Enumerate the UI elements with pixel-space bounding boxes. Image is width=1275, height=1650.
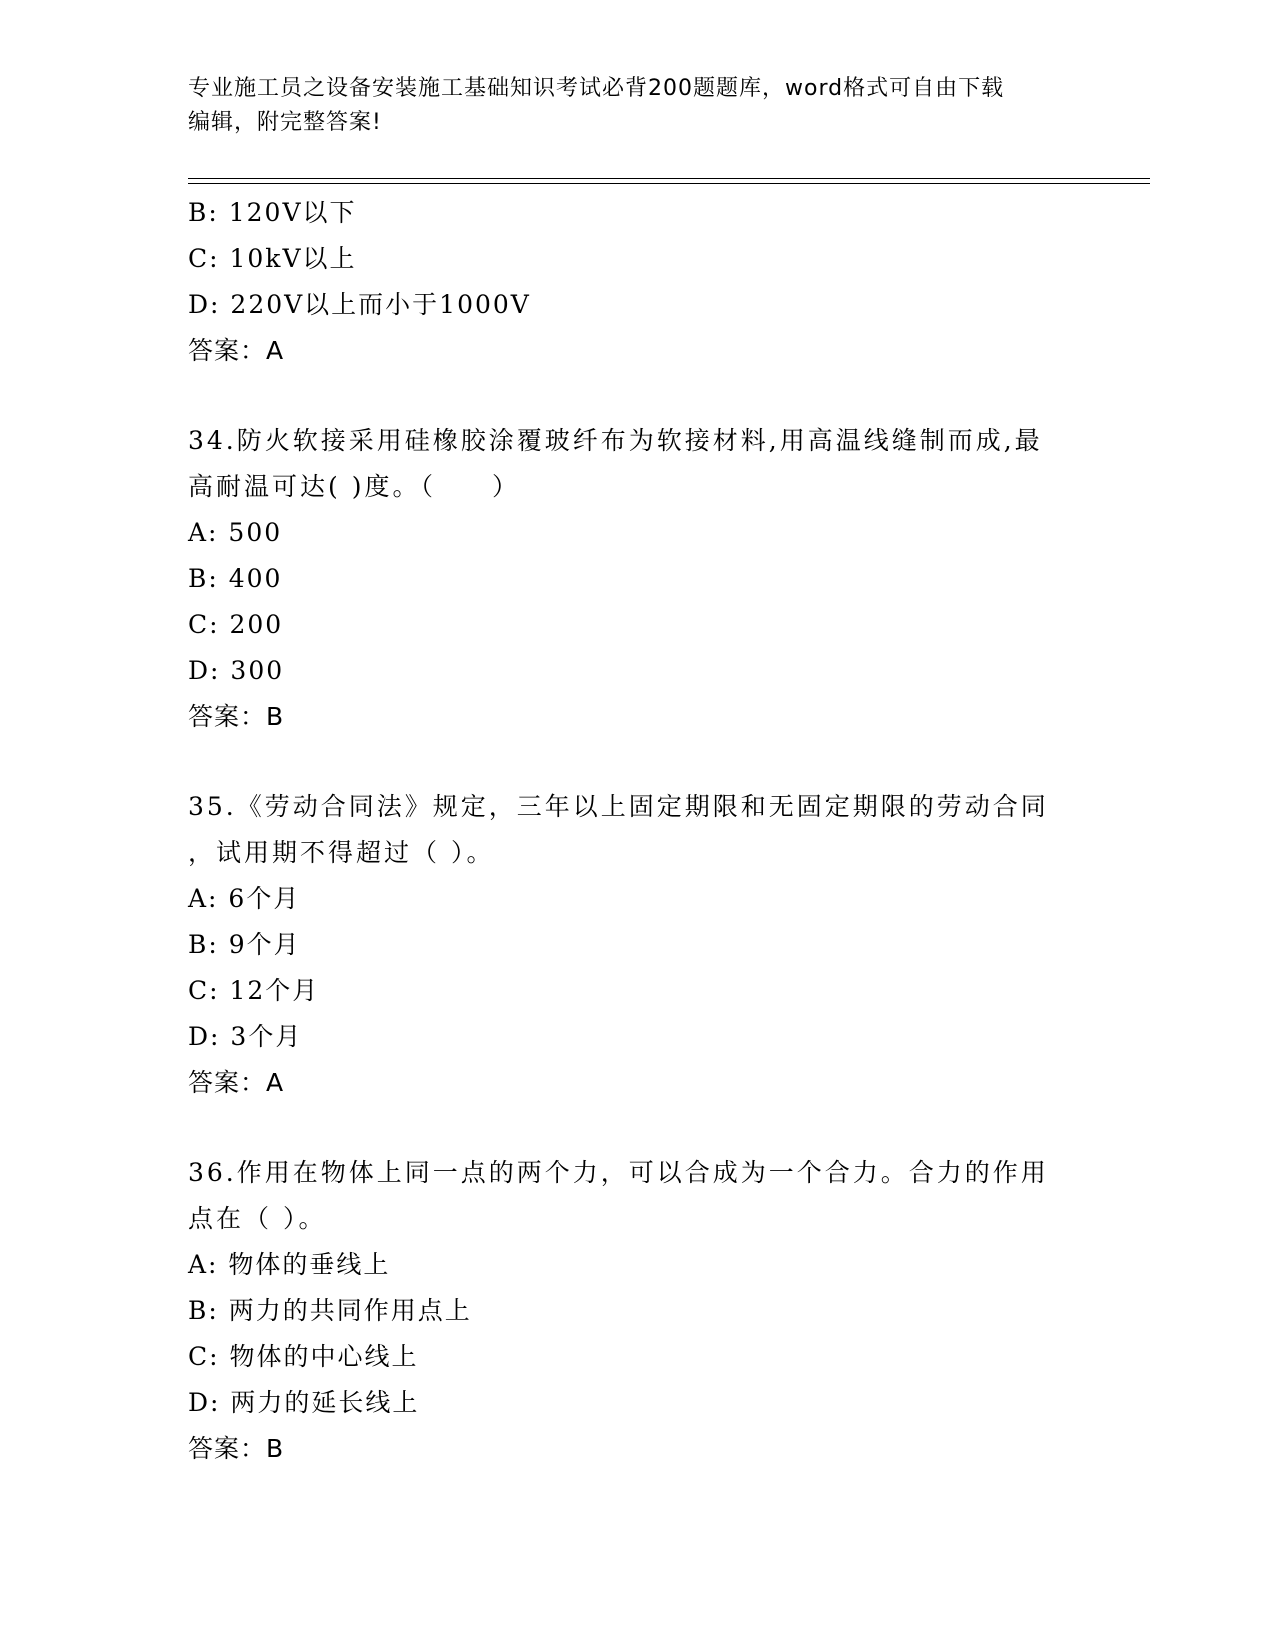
question-text-line-1: 34.防火软接采用硅橡胶涂覆玻纤布为软接材料,用高温线缝制而成,最 [188,426,1043,455]
option-c: C: 10kV以上 [188,244,357,273]
option-b: B: 两力的共同作用点上 [188,1296,472,1325]
option-d: D: 3个月 [188,1022,303,1051]
option-d: D: 300 [188,656,285,685]
question-text-line-1: 36.作用在物体上同一点的两个力，可以合成为一个合力。合力的作用 [188,1158,1049,1187]
answer-label: 答案：A [188,336,285,365]
header-divider-top [188,178,1150,179]
option-b: B: 400 [188,564,283,593]
header-line-2: 编辑，附完整答案! [188,110,382,135]
question-text-line-2: 点在（ ）。 [188,1204,327,1233]
option-d: D: 220V以上而小于1000V [188,290,531,319]
question-block-34 [188,418,1088,740]
answer-label: 答案：B [188,1434,285,1463]
question-block-35 [188,784,1088,1106]
document-header [188,72,1088,140]
option-c: C: 物体的中心线上 [188,1342,419,1371]
question-text-line-1: 35.《劳动合同法》规定，三年以上固定期限和无固定期限的劳动合同 [188,792,1049,821]
option-b: B: 120V以下 [188,198,357,227]
question-block-36 [188,1150,1088,1472]
header-line-1: 专业施工员之设备安装施工基础知识考试必背200题题库，word格式可自由下载 [188,76,1005,101]
question-text-line-2: ，试用期不得超过（ ）。 [188,838,495,867]
option-a: A: 物体的垂线上 [188,1250,391,1279]
question-text-line-2: 高耐温可达( )度。（ ） [188,472,520,501]
option-c: C: 12个月 [188,976,320,1005]
answer-label: 答案：B [188,702,285,731]
answer-label: 答案：A [188,1068,285,1097]
option-b: B: 9个月 [188,930,301,959]
option-c: C: 200 [188,610,284,639]
question-block-33 [188,190,1088,374]
question-list [188,190,1088,1472]
header-divider-bottom [188,183,1150,184]
option-a: A: 500 [188,518,283,547]
option-d: D: 两力的延长线上 [188,1388,420,1417]
option-a: A: 6个月 [188,884,301,913]
